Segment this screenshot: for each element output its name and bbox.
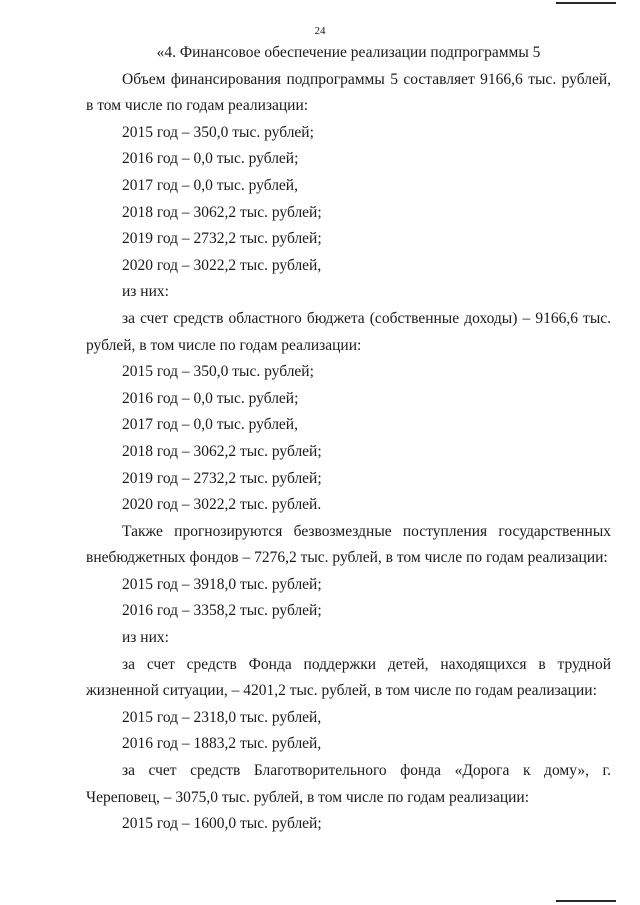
list-item: 2020 год – 3022,2 тыс. рублей. [122,496,322,514]
list-item: 2017 год – 0,0 тыс. рублей, [122,416,298,434]
list-item: 2015 год – 3918,0 тыс. рублей; [122,575,322,593]
paragraph: Также прогнозируются безвозмездные поступления государственных внебюджетных фондов – 7276,2 тыс. рублей, в том числе по годам реализации: [86,522,611,567]
list-item: 2016 год – 0,0 тыс. рублей; [122,150,299,168]
paragraph: из них: [122,283,169,301]
paragraph: Объем финансирования подпрограммы 5 составляет 9166,6 тыс. рублей, в том числе по годам реализации: [86,70,611,115]
paragraph: за счет средств Фонда поддержки детей, находящихся в трудной жизненной ситуации, – 4201,2 тыс. рублей, в том числе по годам реализации: [86,655,611,700]
list-item: 2019 год – 2732,2 тыс. рублей; [122,469,322,487]
list-item: 2015 год – 350,0 тыс. рублей; [122,363,314,381]
list-item: 2019 год – 2732,2 тыс. рублей; [122,230,322,248]
document-body [86,40,611,838]
page-number: 24 [314,25,326,37]
section-heading: «4. Финансовое обеспечение реализации подпрограммы 5 [156,44,541,61]
list-item: 2020 год – 3022,2 тыс. рублей, [122,256,322,274]
list-item: 2016 год – 3358,2 тыс. рублей; [122,602,322,620]
list-item: 2015 год – 2318,0 тыс. рублей, [122,708,322,726]
paragraph: за счет средств Благотворительного фонда «Дорога к дому», г. Череповец, – 3075,0 тыс. рублей, в том числе по годам реализации: [86,762,611,806]
list-item: 2018 год – 3062,2 тыс. рублей; [122,203,322,221]
list-item: 2016 год – 0,0 тыс. рублей; [122,389,299,407]
list-item: 2017 год – 0,0 тыс. рублей, [122,176,298,194]
list-item: 2015 год – 350,0 тыс. рублей; [122,123,314,141]
list-item: 2016 год – 1883,2 тыс. рублей, [122,735,322,753]
list-item: 2015 год – 1600,0 тыс. рублей; [122,815,322,833]
scan-mark-bottom [556,900,616,902]
paragraph: за счет средств областного бюджета (собственные доходы) – 9166,6 тыс. рублей, в том числе по годам реализации: [86,309,611,354]
list-item: 2018 год – 3062,2 тыс. рублей; [122,442,322,460]
scan-mark-top [556,2,616,4]
paragraph: из них: [122,629,169,647]
